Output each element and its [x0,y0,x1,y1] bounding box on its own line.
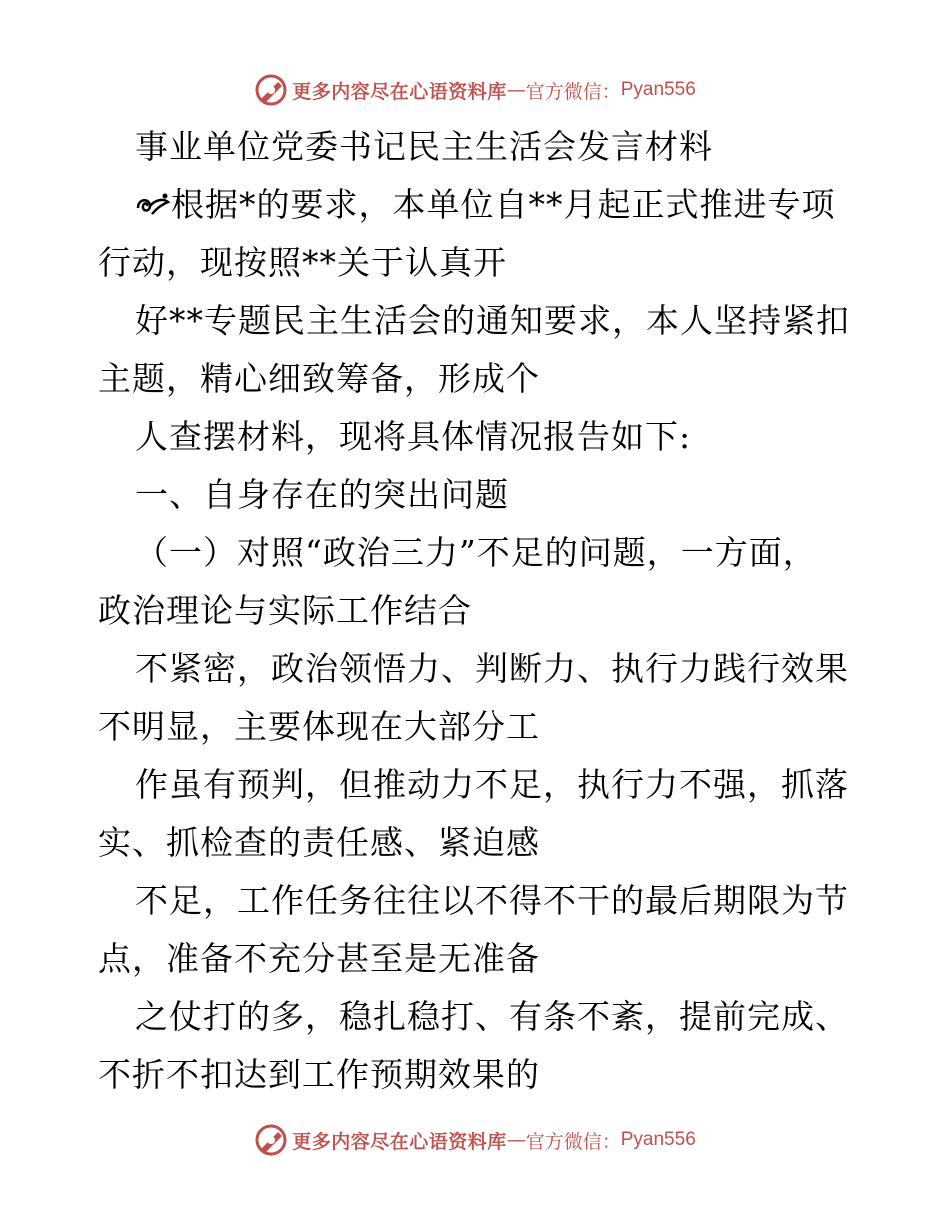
doc-line: 作虽有预判，但推动力不足，执行力不强，抓落 [135,765,849,804]
document-body [98,118,858,1104]
doc-line [98,176,858,234]
banner-official-label: 官方微信： [525,1130,621,1153]
doc-line: 点，准备不充分甚至是无准备 [98,939,540,978]
doc-line: 不足，工作任务往往以不得不干的最后期限为节 [135,881,849,920]
doc-line-text: 根据*的要求，本单位自**月起正式推进专项 [171,185,836,224]
section-heading: 一、自身存在的突出问题 [135,475,509,514]
doc-line: 行动，现按照**关于认真开 [98,243,507,282]
pen-circle-logo-icon [254,73,288,107]
banner-brand-text: 更多内容尽在心语资料库 [292,80,507,103]
header-banner [0,70,950,110]
doc-title: 事业单位党委书记民主生活会发言材料 [135,127,713,166]
doc-line: 主题，精心细致筹备，形成个 [98,359,540,398]
subsection-heading: （一）对照“政治三力”不足的问题，一方面， [135,533,817,572]
banner-dash: — [506,79,526,101]
banner-wechat-handle: Pyan556 [620,1129,696,1150]
banner-brand-text: 更多内容尽在心语资料库 [292,1130,507,1153]
doc-line: 不折不扣达到工作预期效果的 [98,1055,540,1094]
doc-line: 之仗打的多，稳扎稳打、有条不紊，提前完成、 [135,997,849,1036]
banner-dash: — [506,1129,526,1151]
banner-wechat-handle: Pyan556 [620,79,696,100]
footer-banner [0,1120,950,1160]
doc-line: 好**专题民主生活会的通知要求，本人坚持紧扣 [135,301,850,340]
banner-official-label: 官方微信： [525,80,621,103]
doc-line: 不明显，主要体现在大部分工 [98,707,540,746]
doc-line: 政治理论与实际工作结合 [98,591,472,630]
doc-line: 人查摆材料，现将具体情况报告如下: [135,417,692,456]
doc-line: 实、抓检查的责任感、紧迫感 [98,823,540,862]
pen-circle-logo-icon [254,1123,288,1157]
doc-line: 不紧密，政治领悟力、判断力、执行力践行效果 [135,649,849,688]
ornament-bullet-icon [135,190,171,220]
